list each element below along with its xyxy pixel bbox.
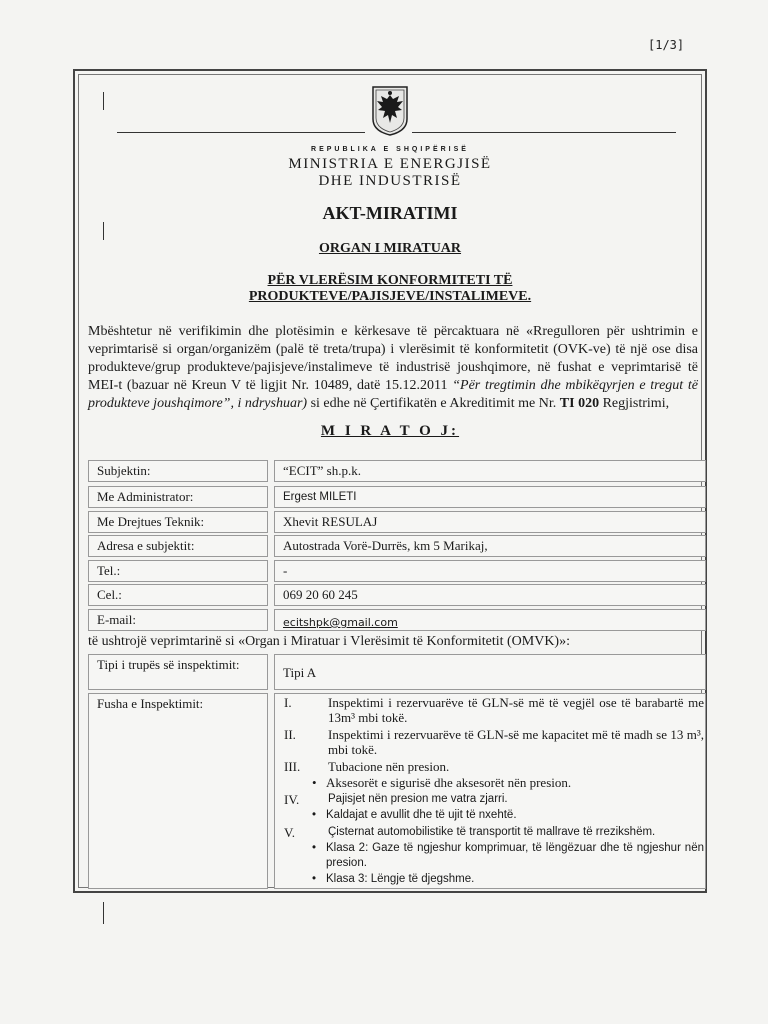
mobile-value: 069 20 60 245 xyxy=(274,584,706,606)
technical-director-label: Me Drejtues Teknik: xyxy=(88,511,268,533)
scope-subitem xyxy=(284,808,704,823)
bullet-icon: • xyxy=(312,873,317,885)
email-value xyxy=(274,609,706,631)
inspection-type-label: Tipi i trupës së inspektimit: xyxy=(88,654,268,690)
scan-mark xyxy=(103,902,104,924)
bullet-icon: • xyxy=(312,775,317,790)
header-rule-left xyxy=(117,132,365,133)
omvk-statement: të ushtrojë veprimtarinë si «Organ i Miratuar i Vlerësimit të Konformitetit (OMVK)»: xyxy=(88,634,570,649)
scope-text: Inspektimi i rezervuarëve të GLN-së me kapacitet më të madh se 13 m³, mbi tokë. xyxy=(328,727,704,757)
approval-heading: M I R A T O J: xyxy=(320,423,460,439)
scope-text: Inspektimi i rezervuarëve të GLN-së më të vegjël ose të barabartë me 13m³ mbi tokë. xyxy=(328,695,704,725)
scope-subitem-text: Kaldajat e avullit dhe të ujit të nxehtë. xyxy=(326,809,517,821)
legal-basis-text: Mbështetur në verifikimin dhe plotësimin e kërkesave të përcaktuara në «Rregulloren për ushtrimin e veprimtarisë si organ/organizëm (palë të treta/trupa) i vlerësimit të konformitetit (OVK-ve) të një ose disa produkteve/grup produkteve/pajisjeve/instalimeve të industrisë joushqimore, në fushat e veprimtarisë të MEI-t (bazuar në Kreun V të ligjit Nr. 10489, datë 15.12.2011 xyxy=(88,324,698,393)
legal-basis-text-3: Regjistrimi, xyxy=(599,396,670,411)
inspection-type-value: Tipi A xyxy=(274,654,706,690)
scope-number: II. xyxy=(284,727,296,742)
scope-subitem-text: Klasa 2: Gaze të ngjeshur komprimuar, të lëngëzuar dhe të ngjeshur nën presion. xyxy=(326,842,704,869)
scope-number: IV. xyxy=(284,792,300,807)
email-label: E-mail: xyxy=(88,609,268,631)
scope-number: III. xyxy=(284,759,301,774)
scope-subitem-text: Aksesorët e sigurisë dhe aksesorët nën presion. xyxy=(326,775,572,790)
document-title: AKT-MIRATIMI xyxy=(322,203,458,223)
legal-basis-paragraph xyxy=(88,323,698,413)
scope-number: I. xyxy=(284,695,292,710)
ministry-name-line2: DHE INDUSTRISË xyxy=(318,173,462,189)
page-number: [1/3] xyxy=(648,38,685,52)
albania-eagle-emblem xyxy=(371,85,409,137)
phone-label: Tel.: xyxy=(88,560,268,582)
accreditation-number: TI 020 xyxy=(559,396,600,411)
bullet-icon: • xyxy=(312,809,317,821)
scope-item xyxy=(284,759,704,774)
scope-text: Tubacione nën presion. xyxy=(328,759,450,774)
scope-item xyxy=(284,727,704,757)
document-subtitle: ORGAN I MIRATUAR xyxy=(318,241,462,256)
administrator-value: Ergest MILETI xyxy=(274,486,706,508)
republic-name: REPUBLIKA E SHQIPËRISË xyxy=(311,146,469,153)
scope-item xyxy=(284,792,704,807)
header-rule-right xyxy=(412,132,676,133)
address-label: Adresa e subjektit: xyxy=(88,535,268,557)
scope-subitem xyxy=(284,841,704,871)
technical-director-value: Xhevit RESULAJ xyxy=(274,511,706,533)
bullet-icon: • xyxy=(312,842,317,854)
purpose-line-1: PËR VLERËSIM KONFORMITETI TË xyxy=(267,273,513,288)
scope-text: Çisternat automobilistike të transportit të mallrave të rrezikshëm. xyxy=(328,826,656,838)
scope-item xyxy=(284,695,704,725)
ministry-name-line1: MINISTRIA E ENERGJISË xyxy=(288,156,492,172)
address-value: Autostrada Vorë-Durrës, km 5 Marikaj, xyxy=(274,535,706,557)
scan-mark xyxy=(103,92,104,110)
scope-text: Pajisjet nën presion me vatra zjarri. xyxy=(328,793,508,805)
law-title: “Për tregtimin dhe mbikëqyrjen e tregut të produkteve joushqimore”, i ndryshuar) xyxy=(88,378,698,411)
administrator-label: Me Administrator: xyxy=(88,486,268,508)
scope-item xyxy=(284,825,704,840)
phone-value: - xyxy=(274,560,706,582)
subject-label: Subjektin: xyxy=(88,460,268,482)
purpose-line-2: PRODUKTEVE/PAJISJEVE/INSTALIMEVE. xyxy=(248,289,532,304)
inspection-scope-list xyxy=(284,695,704,887)
mobile-label: Cel.: xyxy=(88,584,268,606)
inspection-scope-label: Fusha e Inspektimit: xyxy=(88,693,268,889)
email-link[interactable]: ecitshpk@gmail.com xyxy=(283,616,398,629)
scope-subitem xyxy=(284,872,704,887)
scan-mark xyxy=(103,222,104,240)
legal-basis-text-2: si edhe në Çertifikatën e Akreditimit me Nr. xyxy=(307,396,560,411)
subject-value: “ECIT” sh.p.k. xyxy=(274,460,706,482)
scope-subitem-text: Klasa 3: Lëngje të djegshme. xyxy=(326,873,475,885)
scope-subitem xyxy=(284,775,704,790)
scope-number: V. xyxy=(284,825,295,840)
